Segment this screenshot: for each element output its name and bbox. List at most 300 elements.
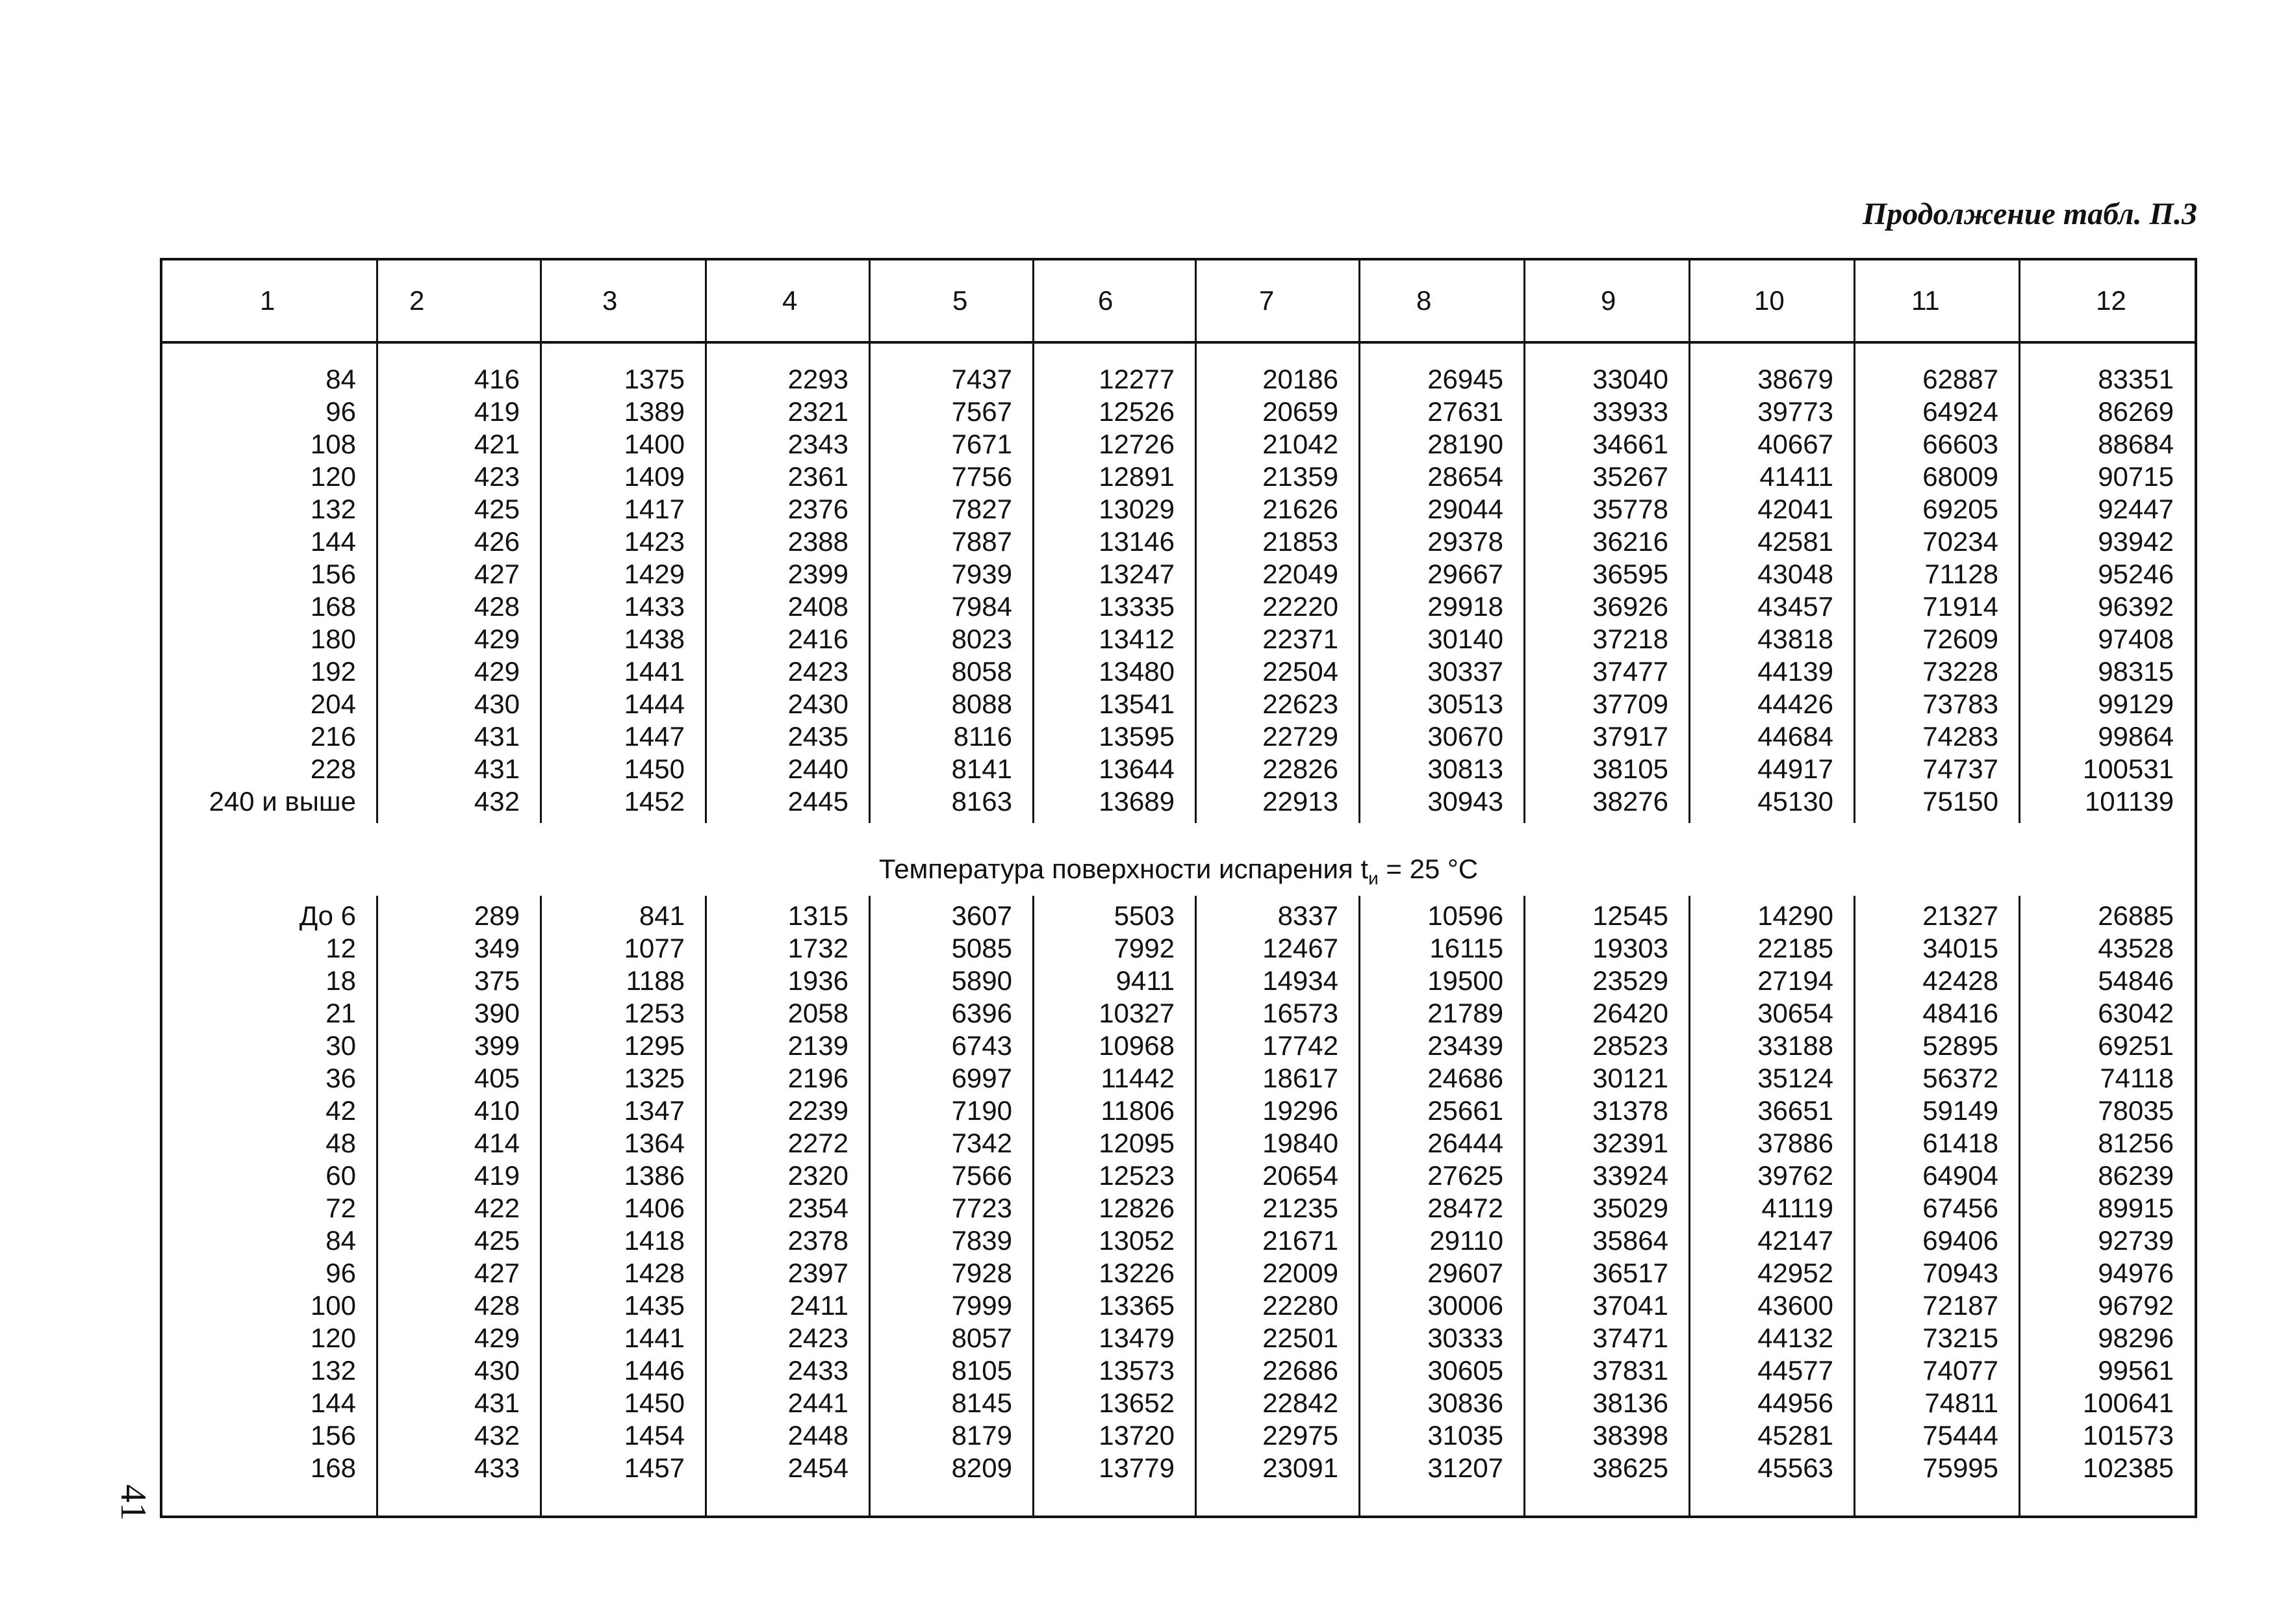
section2-column-divider xyxy=(869,896,871,1516)
table-cell-col-7: 21042 xyxy=(1262,429,1338,459)
table-cell-col-3: 1389 xyxy=(624,396,685,427)
table-cell-col-2: 425 xyxy=(474,494,520,524)
table-cell-col-2: 433 xyxy=(474,1453,520,1483)
table-cell-col-1: 120 xyxy=(310,1323,356,1353)
table-cell-col-7: 20186 xyxy=(1262,364,1338,394)
section1-column-divider xyxy=(1195,344,1197,823)
table-cell-col-12: 92739 xyxy=(2098,1225,2174,1256)
section2-column-divider xyxy=(540,896,542,1516)
table-row xyxy=(162,623,2195,655)
table-cell-col-8: 30140 xyxy=(1427,624,1503,654)
table-cell-col-1: 21 xyxy=(325,998,356,1028)
table-cell-col-7: 22623 xyxy=(1262,689,1338,719)
table-cell-col-8: 30513 xyxy=(1427,689,1503,719)
table-cell-col-3: 1444 xyxy=(624,689,685,719)
table-cell-col-10: 43600 xyxy=(1757,1290,1833,1321)
header-column-divider xyxy=(705,260,707,344)
table-cell-col-7: 19296 xyxy=(1262,1095,1338,1126)
table-cell-col-5: 7887 xyxy=(951,526,1012,557)
header-cell-11: 11 xyxy=(1911,285,1940,316)
table-cell-col-7: 14934 xyxy=(1262,965,1338,996)
table-cell-col-9: 37471 xyxy=(1592,1323,1668,1353)
table-cell-col-8: 28190 xyxy=(1427,429,1503,459)
table-cell-col-10: 45563 xyxy=(1757,1453,1833,1483)
table-cell-col-1: 132 xyxy=(310,1355,356,1386)
table-cell-col-1: 96 xyxy=(325,396,356,427)
table-cell-col-12: 86269 xyxy=(2098,396,2174,427)
header-column-divider xyxy=(540,260,542,344)
table-cell-col-8: 30836 xyxy=(1427,1388,1503,1418)
table-cell-col-8: 10596 xyxy=(1427,900,1503,931)
table-cell-col-2: 289 xyxy=(474,900,520,931)
table-cell-col-1: До 6 xyxy=(299,900,356,931)
table-cell-col-8: 28472 xyxy=(1427,1193,1503,1223)
table-cell-col-3: 1077 xyxy=(624,933,685,963)
table-cell-col-6: 12526 xyxy=(1099,396,1175,427)
table-cell-col-7: 20659 xyxy=(1262,396,1338,427)
table-cell-col-4: 1315 xyxy=(787,900,848,931)
table-cell-col-9: 33040 xyxy=(1592,364,1668,394)
table-cell-col-5: 7437 xyxy=(951,364,1012,394)
table-cell-col-2: 390 xyxy=(474,998,520,1028)
section1-column-divider xyxy=(705,344,707,823)
table-cell-col-5: 7756 xyxy=(951,461,1012,492)
table-cell-col-6: 12891 xyxy=(1099,461,1175,492)
table-cell-col-1: 30 xyxy=(325,1030,356,1061)
table-cell-col-8: 27631 xyxy=(1427,396,1503,427)
table-cell-col-5: 7827 xyxy=(951,494,1012,524)
table-cell-col-8: 30943 xyxy=(1427,786,1503,817)
header-column-divider xyxy=(1854,260,1855,344)
data-table xyxy=(160,258,2197,1518)
table-cell-col-4: 2239 xyxy=(787,1095,848,1126)
table-cell-col-4: 2408 xyxy=(787,591,848,622)
header-cell-2: 2 xyxy=(409,285,425,316)
table-cell-col-11: 70943 xyxy=(1922,1258,1998,1288)
header-cell-9: 9 xyxy=(1601,285,1616,316)
table-cell-col-1: 72 xyxy=(325,1193,356,1223)
table-cell-col-8: 26945 xyxy=(1427,364,1503,394)
table-caption: Продолжение табл. П.3 xyxy=(1862,197,2197,231)
table-cell-col-2: 426 xyxy=(474,526,520,557)
table-cell-col-8: 30006 xyxy=(1427,1290,1503,1321)
header-cell-3: 3 xyxy=(602,285,618,316)
table-cell-col-9: 36595 xyxy=(1592,559,1668,589)
table-cell-col-9: 37831 xyxy=(1592,1355,1668,1386)
table-cell-col-9: 38136 xyxy=(1592,1388,1668,1418)
table-cell-col-11: 72609 xyxy=(1922,624,1998,654)
table-cell-col-3: 1188 xyxy=(626,965,685,996)
table-cell-col-11: 34015 xyxy=(1922,933,1998,963)
table-cell-col-4: 2378 xyxy=(787,1225,848,1256)
table-cell-col-4: 2416 xyxy=(787,624,848,654)
table-cell-col-7: 19840 xyxy=(1262,1128,1338,1158)
table-cell-col-5: 8023 xyxy=(951,624,1012,654)
header-column-divider xyxy=(1523,260,1525,344)
table-cell-col-4: 2293 xyxy=(787,364,848,394)
table-cell-col-11: 70234 xyxy=(1922,526,1998,557)
table-row xyxy=(162,590,2195,623)
table-cell-col-6: 13146 xyxy=(1099,526,1175,557)
table-cell-col-8: 31207 xyxy=(1427,1453,1503,1483)
table-cell-col-11: 69205 xyxy=(1922,494,1998,524)
table-cell-col-1: 204 xyxy=(310,689,356,719)
section1-column-divider xyxy=(1688,344,1690,823)
table-cell-col-9: 35864 xyxy=(1592,1225,1668,1256)
table-cell-col-1: 100 xyxy=(310,1290,356,1321)
section-title xyxy=(162,849,2195,889)
table-cell-col-4: 2440 xyxy=(787,754,848,784)
table-cell-col-2: 405 xyxy=(474,1063,520,1093)
table-row xyxy=(162,720,2195,753)
table-cell-col-4: 2399 xyxy=(787,559,848,589)
table-cell-col-5: 8145 xyxy=(951,1388,1012,1418)
table-cell-col-1: 42 xyxy=(325,1095,356,1126)
table-cell-col-1: 180 xyxy=(310,624,356,654)
table-cell-col-4: 1936 xyxy=(787,965,848,996)
table-cell-col-3: 1435 xyxy=(624,1290,685,1321)
table-cell-col-1: 108 xyxy=(310,429,356,459)
table-cell-col-12: 96392 xyxy=(2098,591,2174,622)
table-cell-col-2: 421 xyxy=(474,429,520,459)
table-cell-col-6: 12826 xyxy=(1099,1193,1175,1223)
table-row xyxy=(162,461,2195,493)
table-cell-col-11: 61418 xyxy=(1922,1128,1998,1158)
table-cell-col-12: 101573 xyxy=(2082,1420,2174,1451)
table-cell-col-3: 1409 xyxy=(624,461,685,492)
table-cell-col-2: 429 xyxy=(474,656,520,687)
table-cell-col-5: 8209 xyxy=(951,1453,1012,1483)
table-cell-col-8: 29918 xyxy=(1427,591,1503,622)
table-cell-col-4: 2441 xyxy=(787,1388,848,1418)
table-cell-col-8: 30813 xyxy=(1427,754,1503,784)
table-cell-col-4: 2376 xyxy=(787,494,848,524)
table-cell-col-10: 45130 xyxy=(1757,786,1833,817)
table-row xyxy=(162,785,2195,818)
table-cell-col-6: 12095 xyxy=(1099,1128,1175,1158)
table-cell-col-3: 1441 xyxy=(624,656,685,687)
table-cell-col-3: 1386 xyxy=(624,1160,685,1191)
table-cell-col-2: 432 xyxy=(474,786,520,817)
table-cell-col-6: 12277 xyxy=(1099,364,1175,394)
table-cell-col-12: 26885 xyxy=(2098,900,2174,931)
table-cell-col-2: 427 xyxy=(474,1258,520,1288)
table-cell-col-3: 1400 xyxy=(624,429,685,459)
header-cell-5: 5 xyxy=(952,285,968,316)
table-cell-col-7: 22826 xyxy=(1262,754,1338,784)
table-cell-col-8: 26444 xyxy=(1427,1128,1503,1158)
table-cell-col-5: 8116 xyxy=(953,721,1012,752)
table-cell-col-6: 13479 xyxy=(1099,1323,1175,1353)
table-cell-col-9: 38105 xyxy=(1592,754,1668,784)
table-cell-col-5: 7999 xyxy=(951,1290,1012,1321)
table-cell-col-8: 28654 xyxy=(1427,461,1503,492)
table-cell-col-6: 13247 xyxy=(1099,559,1175,589)
table-row xyxy=(162,558,2195,590)
section-title-value: = 25 °С xyxy=(1378,854,1479,884)
table-cell-col-9: 32391 xyxy=(1592,1128,1668,1158)
header-cell-4: 4 xyxy=(782,285,798,316)
section-title-subscript: и xyxy=(1368,868,1379,889)
table-cell-col-11: 59149 xyxy=(1922,1095,1998,1126)
table-cell-col-6: 13029 xyxy=(1099,494,1175,524)
table-cell-col-10: 38679 xyxy=(1757,364,1833,394)
table-cell-col-12: 94976 xyxy=(2098,1258,2174,1288)
table-cell-col-5: 8088 xyxy=(951,689,1012,719)
table-cell-col-12: 89915 xyxy=(2098,1193,2174,1223)
table-row xyxy=(162,753,2195,785)
table-cell-col-7: 22975 xyxy=(1262,1420,1338,1451)
section2-column-divider xyxy=(1854,896,1855,1516)
table-cell-col-6: 13595 xyxy=(1099,721,1175,752)
table-cell-col-11: 71128 xyxy=(1924,559,1998,589)
table-cell-col-1: 12 xyxy=(325,933,356,963)
table-cell-col-4: 2411 xyxy=(789,1290,848,1321)
table-cell-col-9: 37477 xyxy=(1592,656,1668,687)
table-cell-col-1: 216 xyxy=(310,721,356,752)
header-column-divider xyxy=(1032,260,1034,344)
table-row xyxy=(162,1354,2195,1387)
table-cell-col-11: 56372 xyxy=(1922,1063,1998,1093)
table-cell-col-6: 13644 xyxy=(1099,754,1175,784)
table-cell-col-4: 1732 xyxy=(787,933,848,963)
table-cell-col-8: 29044 xyxy=(1427,494,1503,524)
table-cell-col-6: 13689 xyxy=(1099,786,1175,817)
table-row xyxy=(162,493,2195,526)
table-cell-col-12: 102385 xyxy=(2082,1453,2174,1483)
table-cell-col-12: 92447 xyxy=(2098,494,2174,524)
table-cell-col-3: 1347 xyxy=(624,1095,685,1126)
table-cell-col-5: 7342 xyxy=(951,1128,1012,1158)
section-title-text: Температура поверхности испарения t xyxy=(878,854,1369,884)
table-cell-col-12: 99561 xyxy=(2098,1355,2174,1386)
table-row xyxy=(162,1095,2195,1127)
table-cell-col-6: 13412 xyxy=(1099,624,1175,654)
table-row xyxy=(162,363,2195,396)
table-cell-col-9: 28523 xyxy=(1592,1030,1668,1061)
table-cell-col-7: 22220 xyxy=(1262,591,1338,622)
table-cell-col-3: 1457 xyxy=(624,1453,685,1483)
table-cell-col-3: 1450 xyxy=(624,1388,685,1418)
table-cell-col-6: 13365 xyxy=(1099,1290,1175,1321)
table-cell-col-5: 8141 xyxy=(951,754,1012,784)
table-row xyxy=(162,932,2195,965)
table-cell-col-4: 2448 xyxy=(787,1420,848,1451)
table-cell-col-7: 22913 xyxy=(1262,786,1338,817)
table-row xyxy=(162,1289,2195,1322)
table-cell-col-10: 14290 xyxy=(1757,900,1833,931)
table-row xyxy=(162,1322,2195,1354)
table-cell-col-10: 42952 xyxy=(1757,1258,1833,1288)
table-cell-col-8: 23439 xyxy=(1427,1030,1503,1061)
table-cell-col-7: 22049 xyxy=(1262,559,1338,589)
table-cell-col-8: 24686 xyxy=(1427,1063,1503,1093)
table-cell-col-6: 13541 xyxy=(1099,689,1175,719)
table-row xyxy=(162,1127,2195,1160)
table-cell-col-4: 2423 xyxy=(787,1323,848,1353)
table-cell-col-3: 1447 xyxy=(624,721,685,752)
table-cell-col-4: 2445 xyxy=(787,786,848,817)
table-cell-col-2: 419 xyxy=(474,1160,520,1191)
table-cell-col-10: 44132 xyxy=(1757,1323,1833,1353)
section2-column-divider xyxy=(1523,896,1525,1516)
table-cell-col-4: 2361 xyxy=(787,461,848,492)
table-cell-col-7: 22504 xyxy=(1262,656,1338,687)
table-cell-col-6: 10968 xyxy=(1099,1030,1175,1061)
table-cell-col-4: 2430 xyxy=(787,689,848,719)
table-cell-col-1: 84 xyxy=(325,364,356,394)
table-cell-col-10: 35124 xyxy=(1757,1063,1833,1093)
table-cell-col-6: 12726 xyxy=(1099,429,1175,459)
header-cell-1: 1 xyxy=(260,285,275,316)
table-cell-col-6: 13652 xyxy=(1099,1388,1175,1418)
table-cell-col-11: 68009 xyxy=(1922,461,1998,492)
table-cell-col-3: 1454 xyxy=(624,1420,685,1451)
table-row xyxy=(162,1257,2195,1289)
table-cell-col-8: 30337 xyxy=(1427,656,1503,687)
table-cell-col-10: 41119 xyxy=(1761,1193,1833,1223)
table-cell-col-9: 37709 xyxy=(1592,689,1668,719)
table-cell-col-12: 99864 xyxy=(2098,721,2174,752)
table-cell-col-5: 7839 xyxy=(951,1225,1012,1256)
table-cell-col-5: 8058 xyxy=(951,656,1012,687)
table-cell-col-7: 22009 xyxy=(1262,1258,1338,1288)
table-cell-col-7: 22729 xyxy=(1262,721,1338,752)
table-row xyxy=(162,997,2195,1030)
table-cell-col-9: 38276 xyxy=(1592,786,1668,817)
table-cell-col-11: 66603 xyxy=(1922,429,1998,459)
table-cell-col-8: 25661 xyxy=(1427,1095,1503,1126)
table-cell-col-9: 35267 xyxy=(1592,461,1668,492)
table-cell-col-8: 30605 xyxy=(1427,1355,1503,1386)
table-cell-col-9: 37917 xyxy=(1592,721,1668,752)
table-cell-col-11: 64924 xyxy=(1922,396,1998,427)
section2-column-divider xyxy=(1032,896,1034,1516)
table-cell-col-3: 1418 xyxy=(624,1225,685,1256)
table-cell-col-11: 74811 xyxy=(1924,1388,1998,1418)
table-row xyxy=(162,688,2195,720)
section1-column-divider xyxy=(540,344,542,823)
table-cell-col-10: 36651 xyxy=(1757,1095,1833,1126)
table-cell-col-3: 1433 xyxy=(624,591,685,622)
table-cell-col-7: 16573 xyxy=(1262,998,1338,1028)
table-cell-col-12: 88684 xyxy=(2098,429,2174,459)
table-cell-col-5: 3607 xyxy=(951,900,1012,931)
table-cell-col-6: 9411 xyxy=(1115,965,1175,996)
table-cell-col-8: 16115 xyxy=(1429,933,1503,963)
header-column-divider xyxy=(869,260,871,344)
table-cell-col-10: 42581 xyxy=(1757,526,1833,557)
table-cell-col-9: 36517 xyxy=(1592,1258,1668,1288)
table-cell-col-4: 2454 xyxy=(787,1453,848,1483)
table-cell-col-6: 13573 xyxy=(1099,1355,1175,1386)
table-cell-col-4: 2321 xyxy=(787,396,848,427)
table-cell-col-6: 11442 xyxy=(1101,1063,1175,1093)
section1-column-divider xyxy=(1358,344,1360,823)
table-cell-col-12: 101139 xyxy=(2084,786,2174,817)
table-cell-col-3: 841 xyxy=(639,900,685,931)
table-cell-col-12: 98296 xyxy=(2098,1323,2174,1353)
table-row xyxy=(162,965,2195,997)
table-cell-col-5: 8105 xyxy=(951,1355,1012,1386)
table-cell-col-12: 99129 xyxy=(2098,689,2174,719)
section2-column-divider xyxy=(1688,896,1690,1516)
table-cell-col-9: 12545 xyxy=(1592,900,1668,931)
table-cell-col-10: 40667 xyxy=(1757,429,1833,459)
header-column-divider xyxy=(1358,260,1360,344)
table-cell-col-7: 21671 xyxy=(1262,1225,1338,1256)
table-cell-col-1: 168 xyxy=(310,1453,356,1483)
table-cell-col-5: 7566 xyxy=(951,1160,1012,1191)
table-cell-col-3: 1325 xyxy=(624,1063,685,1093)
table-cell-col-1: 156 xyxy=(310,1420,356,1451)
table-cell-col-3: 1406 xyxy=(624,1193,685,1223)
table-cell-col-10: 43818 xyxy=(1757,624,1833,654)
table-cell-col-7: 22686 xyxy=(1262,1355,1338,1386)
table-cell-col-5: 6396 xyxy=(951,998,1012,1028)
table-cell-col-10: 44684 xyxy=(1757,721,1833,752)
table-cell-col-11: 52895 xyxy=(1922,1030,1998,1061)
header-cell-12: 12 xyxy=(2096,285,2126,316)
table-cell-col-10: 22185 xyxy=(1757,933,1833,963)
table-cell-col-6: 11806 xyxy=(1101,1095,1175,1126)
table-cell-col-11: 48416 xyxy=(1922,998,1998,1028)
table-cell-col-11: 75444 xyxy=(1922,1420,1998,1451)
table-cell-col-9: 34661 xyxy=(1592,429,1668,459)
table-cell-col-6: 13720 xyxy=(1099,1420,1175,1451)
table-cell-col-11: 62887 xyxy=(1922,364,1998,394)
table-cell-col-1: 228 xyxy=(310,754,356,784)
table-cell-col-1: 144 xyxy=(310,526,356,557)
table-cell-col-10: 41411 xyxy=(1759,461,1833,492)
table-cell-col-7: 23091 xyxy=(1262,1453,1338,1483)
table-cell-col-6: 13226 xyxy=(1099,1258,1175,1288)
table-cell-col-12: 98315 xyxy=(2098,656,2174,687)
table-cell-col-5: 8057 xyxy=(951,1323,1012,1353)
table-cell-col-10: 44139 xyxy=(1757,656,1833,687)
table-cell-col-6: 7992 xyxy=(1114,933,1175,963)
section1-column-divider xyxy=(2019,344,2020,823)
table-cell-col-1: 132 xyxy=(310,494,356,524)
table-cell-col-4: 2320 xyxy=(787,1160,848,1191)
table-cell-col-2: 427 xyxy=(474,559,520,589)
table-cell-col-12: 43528 xyxy=(2098,933,2174,963)
table-row xyxy=(162,1192,2195,1224)
table-cell-col-11: 72187 xyxy=(1922,1290,1998,1321)
table-cell-col-9: 19303 xyxy=(1592,933,1668,963)
table-cell-col-2: 423 xyxy=(474,461,520,492)
table-row xyxy=(162,1452,2195,1484)
table-cell-col-12: 93942 xyxy=(2098,526,2174,557)
table-cell-col-11: 42428 xyxy=(1922,965,1998,996)
table-cell-col-4: 2397 xyxy=(787,1258,848,1288)
table-cell-col-11: 69406 xyxy=(1922,1225,1998,1256)
table-row xyxy=(162,655,2195,688)
table-cell-col-9: 26420 xyxy=(1592,998,1668,1028)
table-cell-col-4: 2354 xyxy=(787,1193,848,1223)
table-cell-col-2: 422 xyxy=(474,1193,520,1223)
table-row xyxy=(162,1387,2195,1419)
table-row xyxy=(162,1030,2195,1062)
table-cell-col-10: 45281 xyxy=(1757,1420,1833,1451)
table-cell-col-6: 13480 xyxy=(1099,656,1175,687)
table-cell-col-7: 21626 xyxy=(1262,494,1338,524)
table-cell-col-11: 75995 xyxy=(1922,1453,1998,1483)
table-cell-col-3: 1450 xyxy=(624,754,685,784)
table-cell-col-10: 42041 xyxy=(1757,494,1833,524)
header-column-divider xyxy=(1195,260,1197,344)
section1-column-divider xyxy=(376,344,378,823)
